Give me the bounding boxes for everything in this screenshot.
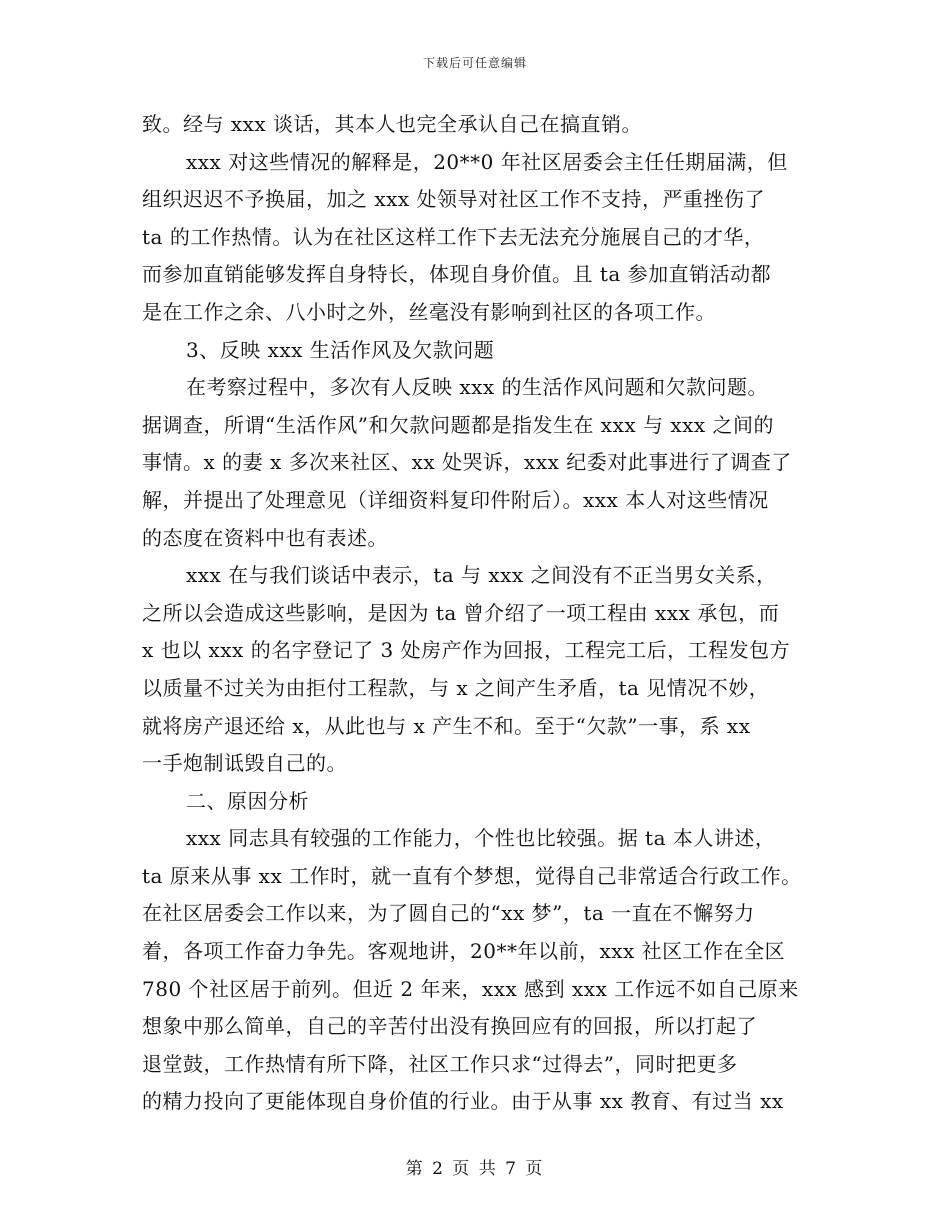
text-line: x 也以 xxx 的名字登记了 3 处房产作为回报，工程完工后，工程发包方 xyxy=(142,638,791,663)
text-line: 一手炮制诋毁自己的。 xyxy=(142,751,347,776)
text-line: 就将房产退还给 x，从此也与 x 产生不和。至于“欠款”一事，系 xx xyxy=(142,713,751,738)
text-line: xxx 在与我们谈话中表示，ta 与 xxx 之间没有不正当男女关系， xyxy=(186,563,777,588)
text-line: 3、反映 xxx 生活作风及欠款问题 xyxy=(186,337,495,362)
text-line: 事情。x 的妻 x 多次来社区、xx 处哭诉，xxx 纪委对此事进行了调查了 xyxy=(142,450,792,475)
text-line: ta 的工作热情。认为在社区这样工作下去无法充分施展自己的才华， xyxy=(142,224,765,249)
document-body xyxy=(142,106,832,1121)
text-line: 解，并提出了处理意见（详细资料复印件附后）。xxx 本人对这些情况 xyxy=(142,487,769,512)
text-line: 想象中那么简单，自己的辛苦付出没有换回应有的回报，所以打起了 xyxy=(142,1014,757,1039)
text-line: 二、原因分析 xyxy=(186,788,309,813)
text-line: 的态度在资料中也有表述。 xyxy=(142,525,388,550)
text-line: 以质量不过关为由拒付工程款，与 x 之间产生矛盾，ta 见情况不妙， xyxy=(142,675,770,700)
text-line: 致。经与 xxx 谈话，其本人也完全承认自己在搞直销。 xyxy=(142,112,643,136)
text-line: 组织迟迟不予换届，加之 xxx 处领导对社区工作不支持，严重挫伤了 xyxy=(142,187,766,212)
text-line: 是在工作之余、八小时之外，丝毫没有影响到社区的各项工作。 xyxy=(142,299,716,324)
text-line: ta 原来从事 xx 工作时，就一直有个梦想，觉得自己非常适合行政工作。 xyxy=(142,863,802,888)
text-line: 在社区居委会工作以来，为了圆自己的“xx 梦”，ta 一直在不懈努力 xyxy=(142,901,755,926)
text-line: 而参加直销能够发挥自身特长，体现自身价值。且 ta 参加直销活动都 xyxy=(142,262,772,287)
page-footer: 第 2 页 共 7 页 xyxy=(405,1159,545,1179)
text-line: xxx 同志具有较强的工作能力，个性也比较强。据 ta 本人讲述， xyxy=(186,826,776,851)
text-line: 780 个社区居于前列。但近 2 年来，xxx 感到 xxx 工作远不如自己原来 xyxy=(142,976,799,1001)
text-line: 据调查，所谓“生活作风”和欠款问题都是指发生在 xxx 与 xxx 之间的 xyxy=(142,412,775,437)
text-line: 退堂鼓，工作热情有所下降，社区工作只求“过得去”，同时把更多 xyxy=(142,1051,738,1076)
text-line: 在考察过程中，多次有人反映 xxx 的生活作风问题和欠款问题。 xyxy=(186,375,769,400)
text-line: 着，各项工作奋力争先。客观地讲，20**年以前，xxx 社区工作在全区 xyxy=(142,939,786,964)
text-line: 之所以会造成这些影响，是因为 ta 曾介绍了一项工程由 xxx 承包，而 xyxy=(142,600,780,625)
page-header: 下载后可任意编辑 xyxy=(422,56,527,70)
text-line: xxx 对这些情况的解释是，20**0 年社区居委会主任任期届满，但 xyxy=(186,149,788,174)
text-line: 的精力投向了更能体现自身价值的行业。由于从事 xx 教育、有过当 xx xyxy=(142,1089,784,1114)
